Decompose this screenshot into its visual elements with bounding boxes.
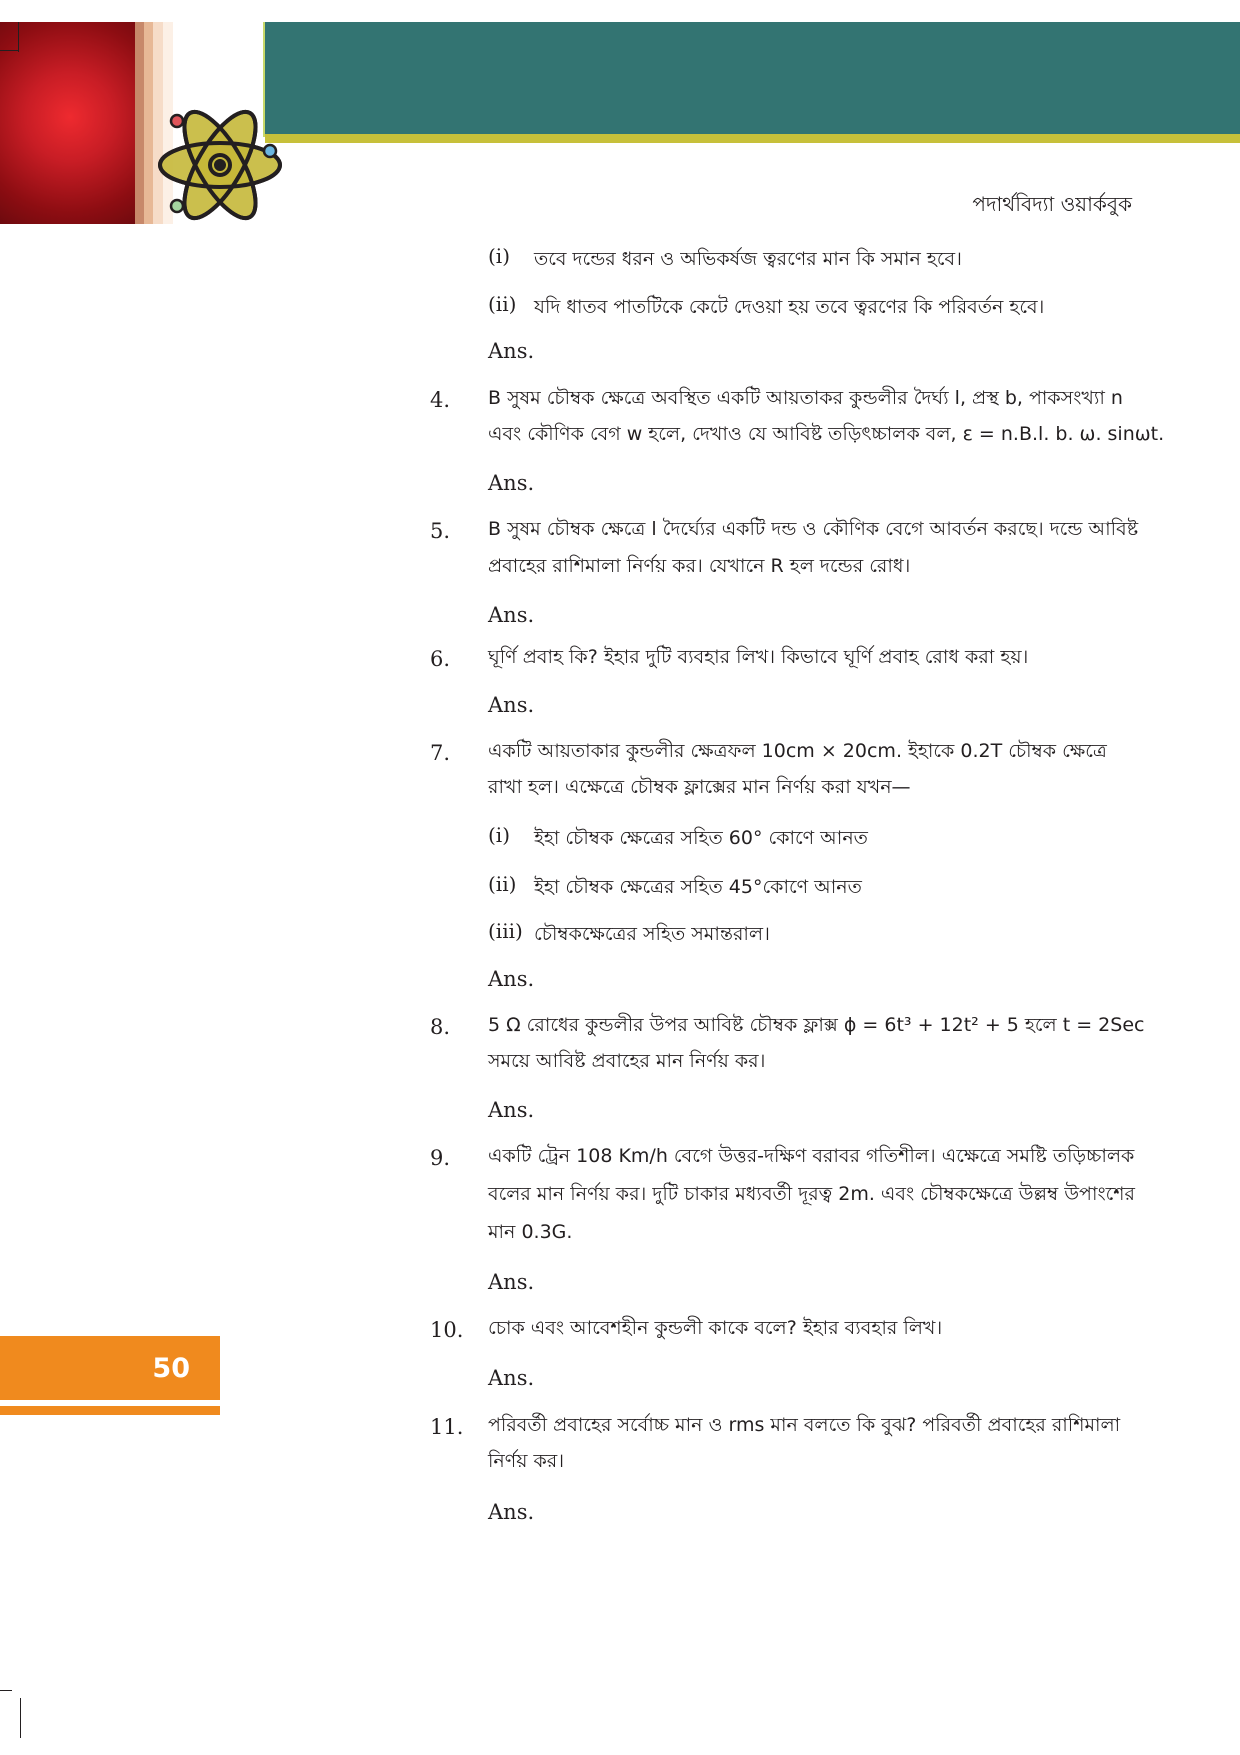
question-number: 9. <box>430 1146 451 1170</box>
question-text-line: B সুষম চৌম্বক ক্ষেত্রে l দৈর্ঘ্যের একটি দন্ড ও কৌণিক বেগে আবর্তন করছে। দন্ডে আবিষ্ট <box>488 518 1139 540</box>
answer-label: Ans. <box>488 693 535 717</box>
question-text-line: সময়ে আবিষ্ট প্রবাহের মান নির্ণয় কর। <box>488 1050 766 1072</box>
subitem-label: (ii) <box>488 872 517 896</box>
question-text-line: 5 Ω রোধের কুন্ডলীর উপর আবিষ্ট চৌম্বক ফ্লাক্স ϕ = 6t³ + 12t² + 5 হলে t = 2Sec <box>488 1014 1145 1036</box>
header-banner <box>265 22 1240 135</box>
subitem-text: ইহা চৌম্বক ক্ষেত্রের সহিত 45°কোণে আনত <box>534 876 862 898</box>
answer-label: Ans. <box>488 339 535 363</box>
question-text-line: B সুষম চৌম্বক ক্ষেত্রে অবস্থিত একটি আয়তাকর কুন্ডলীর দৈর্ঘ্য l, প্রস্থ b, পাকসংখ্যা n <box>488 387 1123 409</box>
answer-label: Ans. <box>488 1500 535 1524</box>
question-text-line: একটি ট্রেন 108 Km/h বেগে উত্তর-দক্ষিণ বরাবর গতিশীল। এক্ষেত্রে সমষ্টি তড়িচ্চালক <box>488 1145 1135 1167</box>
question-number: 7. <box>430 741 451 765</box>
subitem-label: (iii) <box>488 919 523 943</box>
answer-label: Ans. <box>488 603 535 627</box>
question-text-line: ঘূর্ণি প্রবাহ কি? ইহার দুটি ব্যবহার লিখ। কিভাবে ঘূর্ণি প্রবাহ রোধ করা হয়। <box>488 646 1029 668</box>
question-text-line: মান 0.3G. <box>488 1221 573 1243</box>
book-title: পদার্থবিদ্যা ওয়ার্কবুক <box>972 192 1132 216</box>
answer-label: Ans. <box>488 1366 535 1390</box>
question-text-line: রাখা হল। এক্ষেত্রে চৌম্বক ফ্লাক্সের মান নির্ণয় করা যখন— <box>488 776 911 798</box>
question-number: 10. <box>430 1318 464 1342</box>
header-banner-underline <box>265 134 1240 143</box>
crop-mark <box>0 50 18 51</box>
question-text-line: চোক এবং আবেশহীন কুন্ডলী কাকে বলে? ইহার ব্যবহার লিখ। <box>488 1317 943 1339</box>
page-number-underline <box>0 1406 220 1415</box>
crop-mark <box>20 1698 21 1738</box>
header-red-block <box>0 22 135 224</box>
question-text-line: বলের মান নির্ণয় কর। দুটি চাকার মধ্যবর্তী দূরত্ব 2m. এবং চৌম্বকক্ষেত্রে উল্লম্ব উপাংশের <box>488 1183 1135 1205</box>
question-text-line: পরিবর্তী প্রবাহের সর্বোচ্চ মান ও rms মান বলতে কি বুঝ? পরিবর্তী প্রবাহের রাশিমালা <box>488 1414 1121 1436</box>
crop-mark <box>0 1690 12 1691</box>
question-text-line: নির্ণয় কর। <box>488 1450 565 1472</box>
answer-label: Ans. <box>488 967 535 991</box>
page-number: 50 <box>152 1352 190 1384</box>
subitem-label: (i) <box>488 823 511 847</box>
answer-label: Ans. <box>488 1270 535 1294</box>
subitem-text: ইহা চৌম্বক ক্ষেত্রের সহিত 60° কোণে আনত <box>534 827 868 849</box>
header-stripe <box>135 22 144 224</box>
page-number-box <box>0 1336 220 1400</box>
subitem-label: (ii) <box>488 292 517 316</box>
answer-label: Ans. <box>488 471 535 495</box>
question-text-line: প্রবাহের রাশিমালা নির্ণয় কর। যেখানে R হল দন্ডের রোধ। <box>488 555 911 577</box>
question-number: 8. <box>430 1015 451 1039</box>
atom-icon <box>150 100 290 230</box>
crop-mark <box>18 22 19 52</box>
question-text-line: একটি আয়তাকার কুন্ডলীর ক্ষেত্রফল 10cm × 20cm. ইহাকে 0.2T চৌম্বক ক্ষেত্রে <box>488 740 1107 762</box>
question-number: 5. <box>430 519 451 543</box>
question-number: 4. <box>430 388 451 412</box>
subitem-text: চৌম্বকক্ষেত্রের সহিত সমান্তরাল। <box>534 923 770 945</box>
subitem-text: যদি ধাতব পাতটিকে কেটে দেওয়া হয় তবে ত্বরণের কি পরিবর্তন হবে। <box>534 296 1045 318</box>
question-text-line: এবং কৌণিক বেগ w হলে, দেখাও যে আবিষ্ট তড়িৎচ্চালক বল, ε = n.B.l. b. ω. sinωt. <box>488 423 1165 445</box>
question-number: 11. <box>430 1415 464 1439</box>
subitem-text: তবে দন্ডের ধরন ও অভিকর্ষজ ত্বরণের মান কি সমান হবে। <box>534 248 962 270</box>
subitem-label: (i) <box>488 244 511 268</box>
question-number: 6. <box>430 647 451 671</box>
answer-label: Ans. <box>488 1098 535 1122</box>
